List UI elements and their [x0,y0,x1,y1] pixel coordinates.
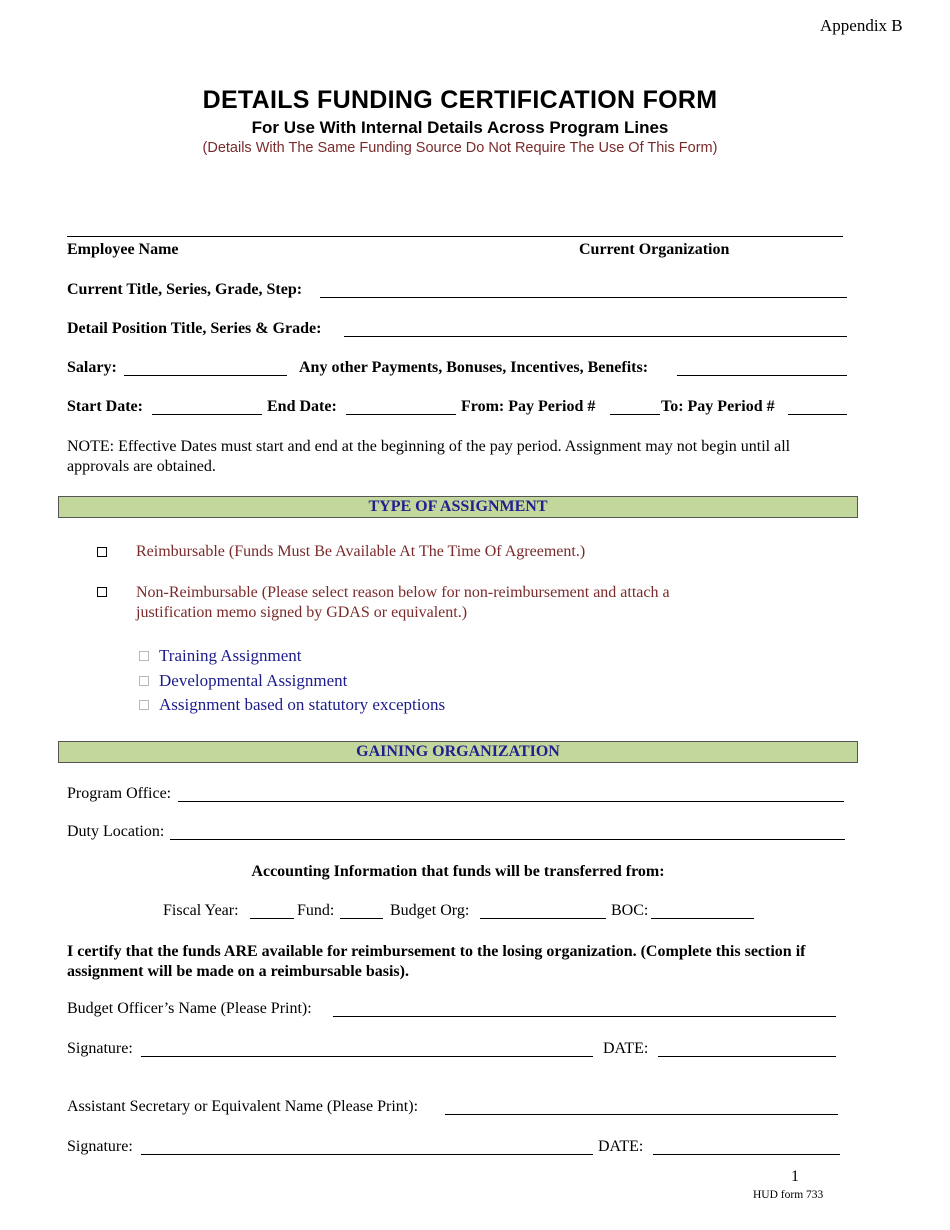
developmental-assignment-label: Developmental Assignment [159,671,348,690]
date-field[interactable] [658,1056,836,1057]
budget-officer-name-field[interactable] [333,1016,836,1017]
signature-label: Signature: [67,1040,133,1057]
reimbursable-checkbox[interactable] [97,547,107,557]
fiscal-year-label: Fiscal Year: [163,902,239,919]
start-date-field[interactable] [152,414,262,415]
date-label: DATE: [603,1040,649,1057]
fund-label: Fund: [297,902,335,919]
reimbursable-label: Reimbursable (Funds Must Be Available At The Time Of Agreement.) [136,543,586,560]
current-title-label: Current Title, Series, Grade, Step: [67,281,303,298]
start-date-label: Start Date: [67,398,143,415]
duty-location-label: Duty Location: [67,823,165,840]
budget-officer-name-label: Budget Officer’s Name (Please Print): [67,1000,312,1017]
date-2-field[interactable] [653,1154,840,1155]
budget-org-label: Budget Org: [390,902,470,919]
detail-position-label: Detail Position Title, Series & Grade: [67,320,322,337]
type-of-assignment-heading: TYPE OF ASSIGNMENT [58,496,858,518]
current-title-field[interactable] [320,297,847,298]
assistant-secretary-name-field[interactable] [445,1114,838,1115]
signature-2-field[interactable] [141,1154,593,1155]
accounting-heading: Accounting Information that funds will be transferred from: [251,863,665,880]
budget-org-field[interactable] [480,918,606,919]
fiscal-year-field[interactable] [250,918,294,919]
gaining-organization-heading: GAINING ORGANIZATION [58,741,858,763]
boc-label: BOC: [611,902,649,919]
training-assignment-checkbox[interactable] [139,651,149,661]
current-organization-label: Current Organization [579,241,730,258]
form-id: HUD form 733 [753,1189,824,1201]
salary-label: Salary: [67,359,117,376]
other-payments-field[interactable] [677,375,847,376]
certification-statement: I certify that the funds ARE available for reimbursement to the losing organization. (Complete this section if assignment will be made on a reimbursable basis). [67,943,806,980]
statutory-exceptions-label: Assignment based on statutory exceptions [159,695,446,714]
end-date-label: End Date: [267,398,337,415]
employee-name-label: Employee Name [67,241,179,258]
page-number: 1 [791,1168,799,1185]
signature-2-label: Signature: [67,1138,133,1155]
statutory-exceptions-checkbox[interactable] [139,700,149,710]
end-date-field[interactable] [346,414,456,415]
duty-location-field[interactable] [170,839,845,840]
appendix-label: Appendix B [820,16,903,35]
other-payments-label: Any other Payments, Bonuses, Incentives, Benefits: [299,359,649,376]
detail-position-field[interactable] [344,336,847,337]
form-subtitle: For Use With Internal Details Across Program Lines [251,118,669,137]
training-assignment-label: Training Assignment [159,646,302,665]
to-pay-period-field[interactable] [788,414,847,415]
from-pay-period-label: From: Pay Period # [461,398,596,415]
fund-field[interactable] [340,918,383,919]
form-title: DETAILS FUNDING CERTIFICATION FORM [202,86,718,114]
non-reimbursable-checkbox[interactable] [97,587,107,597]
from-pay-period-field[interactable] [610,414,660,415]
date-2-label: DATE: [598,1138,644,1155]
program-office-field[interactable] [178,801,844,802]
boc-field[interactable] [651,918,754,919]
assistant-secretary-name-label: Assistant Secretary or Equivalent Name (Please Print): [67,1098,419,1115]
program-office-label: Program Office: [67,785,172,802]
effective-dates-note: NOTE: Effective Dates must start and end at the beginning of the pay period. Assignment may not begin until all approvals are obtained. [67,438,791,475]
developmental-assignment-checkbox[interactable] [139,676,149,686]
signature-field[interactable] [141,1056,593,1057]
non-reimbursable-label: Non-Reimbursable (Please select reason below for non-reimbursement and attach a justification memo signed by GDAS or equivalent.) [136,584,670,621]
form-note: (Details With The Same Funding Source Do Not Require The Use Of This Form) [202,140,718,156]
to-pay-period-label: To: Pay Period # [661,398,775,415]
employee-org-line[interactable] [67,236,843,237]
salary-field[interactable] [124,375,287,376]
